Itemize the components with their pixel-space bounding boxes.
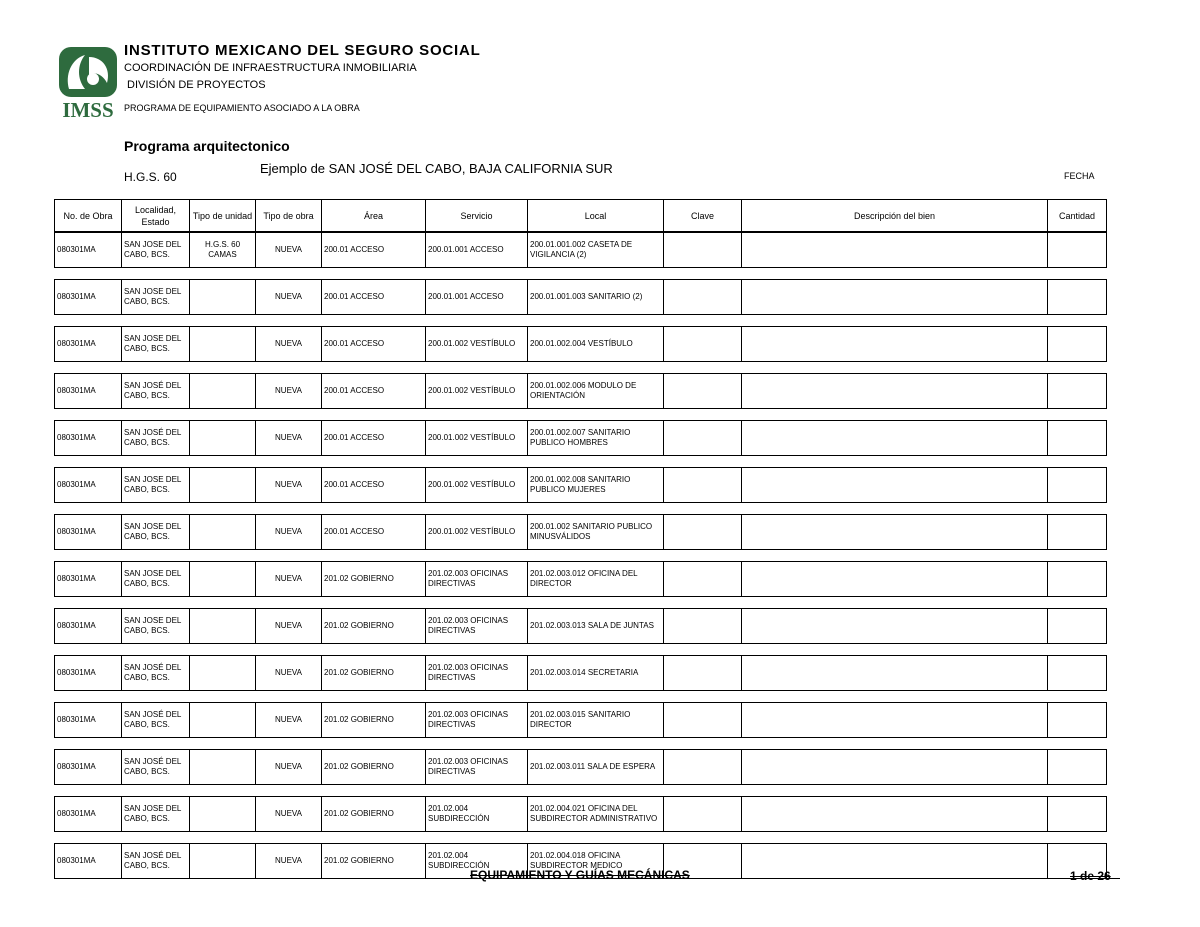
cell-obra: 080301MA xyxy=(54,279,122,315)
row-spacer xyxy=(54,550,1107,561)
cell-clave xyxy=(664,467,742,503)
row-spacer xyxy=(54,738,1107,749)
cell-localidad: SAN JOSE DEL CABO, BCS. xyxy=(122,467,190,503)
cell-tipo: NUEVA xyxy=(256,843,322,879)
cell-unidad xyxy=(190,796,256,832)
row-spacer xyxy=(54,362,1107,373)
cell-unidad xyxy=(190,608,256,644)
cell-unidad xyxy=(190,749,256,785)
table-row xyxy=(54,373,1107,409)
cell-unidad xyxy=(190,514,256,550)
cell-localidad: SAN JOSE DEL CABO, BCS. xyxy=(122,796,190,832)
cell-area: 200.01 ACCESO xyxy=(322,279,426,315)
cell-clave xyxy=(664,279,742,315)
cell-obra: 080301MA xyxy=(54,843,122,879)
table-row xyxy=(54,749,1107,785)
cell-cantidad xyxy=(1048,232,1107,268)
cell-servicio: 200.01.001 ACCESO xyxy=(426,232,528,268)
col-cantidad: Cantidad xyxy=(1048,199,1107,232)
cell-servicio: 201.02.003 OFICINAS DIRECTIVAS xyxy=(426,749,528,785)
hgs-label: H.G.S. 60 xyxy=(124,170,177,184)
table-row xyxy=(54,420,1107,456)
row-spacer xyxy=(54,785,1107,796)
cell-local: 200.01.002.004 VESTÍBULO xyxy=(528,326,664,362)
cell-clave xyxy=(664,561,742,597)
cell-unidad xyxy=(190,373,256,409)
row-spacer xyxy=(54,456,1107,467)
table-row xyxy=(54,467,1107,503)
cell-area: 200.01 ACCESO xyxy=(322,514,426,550)
cell-area: 201.02 GOBIERNO xyxy=(322,796,426,832)
cell-unidad xyxy=(190,702,256,738)
col-no-obra: No. de Obra xyxy=(54,199,122,232)
cell-descripcion xyxy=(742,702,1048,738)
cell-local: 201.02.003.015 SANITARIO DIRECTOR xyxy=(528,702,664,738)
cell-cantidad xyxy=(1048,373,1107,409)
cell-servicio: 200.01.002 VESTÍBULO xyxy=(426,467,528,503)
cell-clave xyxy=(664,420,742,456)
cell-local: 200.01.002.007 SANITARIO PUBLICO HOMBRES xyxy=(528,420,664,456)
table-row xyxy=(54,561,1107,597)
cell-cantidad xyxy=(1048,796,1107,832)
cell-clave xyxy=(664,326,742,362)
logo-text: IMSS xyxy=(62,98,114,121)
table-row xyxy=(54,608,1107,644)
cell-area: 201.02 GOBIERNO xyxy=(322,702,426,738)
cell-descripcion xyxy=(742,561,1048,597)
cell-area: 200.01 ACCESO xyxy=(322,373,426,409)
col-local: Local xyxy=(528,199,664,232)
cell-obra: 080301MA xyxy=(54,373,122,409)
cell-descripcion xyxy=(742,843,1048,879)
cell-servicio: 200.01.001 ACCESO xyxy=(426,279,528,315)
institution-title: INSTITUTO MEXICANO DEL SEGURO SOCIAL xyxy=(124,42,481,59)
cell-unidad xyxy=(190,326,256,362)
cell-obra: 080301MA xyxy=(54,749,122,785)
cell-localidad: SAN JOSÉ DEL CABO, BCS. xyxy=(122,843,190,879)
cell-servicio: 200.01.002 VESTÍBULO xyxy=(426,420,528,456)
cell-cantidad xyxy=(1048,608,1107,644)
cell-area: 200.01 ACCESO xyxy=(322,467,426,503)
cell-servicio: 201.02.003 OFICINAS DIRECTIVAS xyxy=(426,608,528,644)
cell-clave xyxy=(664,796,742,832)
cell-servicio: 200.01.002 VESTÍBULO xyxy=(426,326,528,362)
cell-obra: 080301MA xyxy=(54,232,122,268)
cell-descripcion xyxy=(742,608,1048,644)
cell-descripcion xyxy=(742,232,1048,268)
cell-area: 201.02 GOBIERNO xyxy=(322,608,426,644)
cell-servicio: 201.02.004 SUBDIRECCIÓN xyxy=(426,796,528,832)
row-spacer xyxy=(54,832,1107,843)
row-spacer xyxy=(54,409,1107,420)
division-line: DIVISIÓN DE PROYECTOS xyxy=(127,79,266,91)
cell-servicio: 201.02.004 SUBDIRECCIÓN xyxy=(426,843,528,879)
table-row xyxy=(54,326,1107,362)
cell-localidad: SAN JOSE DEL CABO, BCS. xyxy=(122,608,190,644)
cell-obra: 080301MA xyxy=(54,326,122,362)
col-descripcion: Descripción del bien xyxy=(742,199,1048,232)
cell-area: 201.02 GOBIERNO xyxy=(322,561,426,597)
cell-obra: 080301MA xyxy=(54,561,122,597)
cell-area: 201.02 GOBIERNO xyxy=(322,655,426,691)
cell-cantidad xyxy=(1048,420,1107,456)
fecha-label: FECHA xyxy=(1064,171,1095,181)
cell-tipo: NUEVA xyxy=(256,655,322,691)
cell-tipo: NUEVA xyxy=(256,749,322,785)
table-row xyxy=(54,232,1107,268)
cell-area: 200.01 ACCESO xyxy=(322,326,426,362)
cell-obra: 080301MA xyxy=(54,514,122,550)
cell-local: 201.02.003.014 SECRETARIA xyxy=(528,655,664,691)
cell-cantidad xyxy=(1048,467,1107,503)
cell-unidad xyxy=(190,655,256,691)
col-localidad: Localidad, Estado xyxy=(122,199,190,232)
cell-descripcion xyxy=(742,420,1048,456)
cell-clave xyxy=(664,749,742,785)
col-clave: Clave xyxy=(664,199,742,232)
cell-area: 201.02 GOBIERNO xyxy=(322,843,426,879)
cell-cantidad xyxy=(1048,561,1107,597)
cell-descripcion xyxy=(742,655,1048,691)
cell-obra: 080301MA xyxy=(54,467,122,503)
cell-area: 200.01 ACCESO xyxy=(322,232,426,268)
cell-local: 201.02.003.011 SALA DE ESPERA xyxy=(528,749,664,785)
cell-clave xyxy=(664,514,742,550)
cell-cantidad xyxy=(1048,702,1107,738)
row-spacer xyxy=(54,268,1107,279)
cell-localidad: SAN JOSÉ DEL CABO, BCS. xyxy=(122,702,190,738)
cell-unidad xyxy=(190,420,256,456)
table-row xyxy=(54,796,1107,832)
cell-descripcion xyxy=(742,326,1048,362)
cell-unidad xyxy=(190,561,256,597)
cell-descripcion xyxy=(742,749,1048,785)
cell-local: 201.02.004.021 OFICINA DEL SUBDIRECTOR ADMINISTRATIVO xyxy=(528,796,664,832)
cell-tipo: NUEVA xyxy=(256,232,322,268)
cell-servicio: 201.02.003 OFICINAS DIRECTIVAS xyxy=(426,655,528,691)
cell-cantidad xyxy=(1048,749,1107,785)
cell-tipo: NUEVA xyxy=(256,702,322,738)
cell-clave xyxy=(664,373,742,409)
cell-servicio: 201.02.003 OFICINAS DIRECTIVAS xyxy=(426,702,528,738)
cell-descripcion xyxy=(742,796,1048,832)
cell-tipo: NUEVA xyxy=(256,420,322,456)
cell-localidad: SAN JOSE DEL CABO, BCS. xyxy=(122,279,190,315)
cell-cantidad xyxy=(1048,655,1107,691)
cell-clave xyxy=(664,702,742,738)
coordination-line: COORDINACIÓN DE INFRAESTRUCTURA INMOBILIARIA xyxy=(124,62,417,74)
cell-obra: 080301MA xyxy=(54,420,122,456)
cell-localidad: SAN JOSÉ DEL CABO, BCS. xyxy=(122,373,190,409)
cell-unidad: H.G.S. 60 CAMAS xyxy=(190,232,256,268)
cell-tipo: NUEVA xyxy=(256,373,322,409)
cell-clave xyxy=(664,655,742,691)
cell-obra: 080301MA xyxy=(54,608,122,644)
cell-descripcion xyxy=(742,514,1048,550)
equipment-table xyxy=(54,199,1107,879)
row-spacer xyxy=(54,597,1107,608)
cell-cantidad xyxy=(1048,279,1107,315)
cell-localidad: SAN JOSE DEL CABO, BCS. xyxy=(122,561,190,597)
table-row xyxy=(54,279,1107,315)
cell-localidad: SAN JOSE DEL CABO, BCS. xyxy=(122,514,190,550)
program-title: Programa arquitectonico xyxy=(124,138,290,154)
cell-descripcion xyxy=(742,279,1048,315)
cell-servicio: 200.01.002 VESTÍBULO xyxy=(426,373,528,409)
cell-local: 200.01.002.008 SANITARIO PUBLICO MUJERES xyxy=(528,467,664,503)
footer-text: EQUIPAMIENTO Y GUÍAS MECÁNICAS xyxy=(470,868,690,882)
row-spacer xyxy=(54,644,1107,655)
cell-localidad: SAN JOSÉ DEL CABO, BCS. xyxy=(122,420,190,456)
cell-cantidad xyxy=(1048,514,1107,550)
imss-logo xyxy=(55,45,121,121)
cell-local: 200.01.001.003 SANITARIO (2) xyxy=(528,279,664,315)
cell-area: 200.01 ACCESO xyxy=(322,420,426,456)
page-number: 1 de 26 xyxy=(1070,869,1111,883)
col-tipo-unidad: Tipo de unidad xyxy=(190,199,256,232)
cell-unidad xyxy=(190,843,256,879)
cell-localidad: SAN JOSE DEL CABO, BCS. xyxy=(122,326,190,362)
table-row xyxy=(54,514,1107,550)
col-area: Área xyxy=(322,199,426,232)
cell-local: 200.01.001.002 CASETA DE VIGILANCIA (2) xyxy=(528,232,664,268)
table-row xyxy=(54,655,1107,691)
cell-localidad: SAN JOSÉ DEL CABO, BCS. xyxy=(122,749,190,785)
cell-local: 200.01.002.006 MODULO DE ORIENTACIÓN xyxy=(528,373,664,409)
cell-local: 201.02.003.012 OFICINA DEL DIRECTOR xyxy=(528,561,664,597)
cell-tipo: NUEVA xyxy=(256,326,322,362)
cell-local: 201.02.004.018 OFICINA SUBDIRECTOR MEDICO xyxy=(528,843,664,879)
example-location: Ejemplo de SAN JOSÉ DEL CABO, BAJA CALIFORNIA SUR xyxy=(260,161,613,176)
cell-area: 201.02 GOBIERNO xyxy=(322,749,426,785)
cell-localidad: SAN JOSE DEL CABO, BCS. xyxy=(122,232,190,268)
cell-cantidad xyxy=(1048,326,1107,362)
cell-unidad xyxy=(190,467,256,503)
col-tipo-obra: Tipo de obra xyxy=(256,199,322,232)
row-spacer xyxy=(54,503,1107,514)
cell-tipo: NUEVA xyxy=(256,514,322,550)
cell-obra: 080301MA xyxy=(54,655,122,691)
table-row xyxy=(54,702,1107,738)
cell-tipo: NUEVA xyxy=(256,561,322,597)
program-line: PROGRAMA DE EQUIPAMIENTO ASOCIADO A LA OBRA xyxy=(124,103,360,113)
cell-tipo: NUEVA xyxy=(256,796,322,832)
cell-localidad: SAN JOSÉ DEL CABO, BCS. xyxy=(122,655,190,691)
cell-servicio: 200.01.002 VESTÍBULO xyxy=(426,514,528,550)
cell-descripcion xyxy=(742,373,1048,409)
row-spacer xyxy=(54,691,1107,702)
cell-local: 201.02.003.013 SALA DE JUNTAS xyxy=(528,608,664,644)
cell-tipo: NUEVA xyxy=(256,608,322,644)
col-servicio: Servicio xyxy=(426,199,528,232)
cell-unidad xyxy=(190,279,256,315)
cell-tipo: NUEVA xyxy=(256,467,322,503)
cell-obra: 080301MA xyxy=(54,702,122,738)
table-header-row xyxy=(54,199,1107,232)
cell-clave xyxy=(664,232,742,268)
cell-local: 200.01.002 SANITARIO PUBLICO MINUSVÁLIDOS xyxy=(528,514,664,550)
row-spacer xyxy=(54,315,1107,326)
cell-descripcion xyxy=(742,467,1048,503)
cell-servicio: 201.02.003 OFICINAS DIRECTIVAS xyxy=(426,561,528,597)
cell-clave xyxy=(664,608,742,644)
cell-tipo: NUEVA xyxy=(256,279,322,315)
cell-obra: 080301MA xyxy=(54,796,122,832)
